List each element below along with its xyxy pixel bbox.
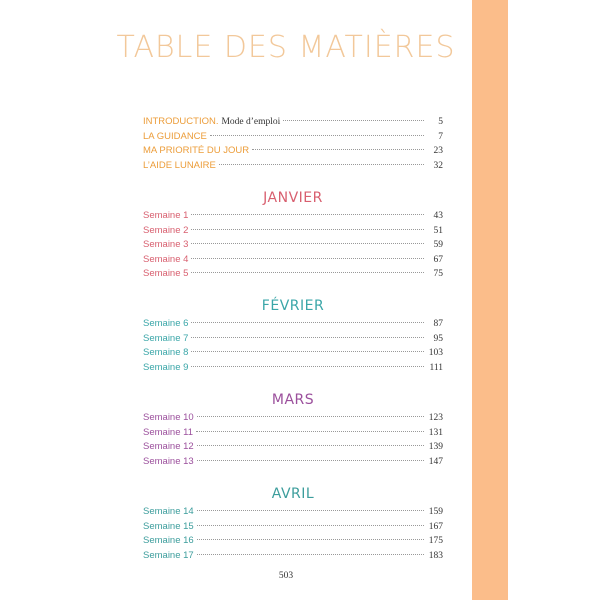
toc-entry[interactable]	[143, 209, 443, 224]
toc-entry-page: 67	[433, 254, 443, 265]
dot-leader	[191, 322, 424, 323]
toc-entry-page: 111	[429, 362, 443, 373]
page-number: 503	[278, 571, 294, 581]
section-fevrier	[143, 295, 443, 375]
intro-list	[143, 115, 443, 173]
toc-entry[interactable]	[143, 361, 443, 376]
section-heading: MARS	[271, 392, 315, 408]
dot-leader	[191, 272, 424, 273]
section-heading: FÉVRIER	[261, 298, 325, 314]
dot-leader	[197, 554, 424, 555]
toc-entry[interactable]	[143, 115, 443, 130]
toc-entry-label: Semaine 13	[143, 455, 194, 467]
toc-entry-page: 123	[428, 413, 443, 423]
toc-entry-page: 87	[433, 319, 443, 329]
section-heading: AVRIL	[271, 486, 315, 502]
toc-entry[interactable]	[143, 440, 443, 455]
toc-entry[interactable]	[143, 267, 443, 282]
dot-leader	[191, 366, 424, 367]
toc-entry-page: 23	[433, 146, 443, 157]
toc-entry-page: 7	[438, 131, 443, 142]
toc-entry-label: Semaine 11	[143, 426, 193, 438]
toc-entry-page: 159	[428, 507, 443, 517]
dot-leader	[196, 431, 424, 432]
toc-entry-label: Semaine 17	[143, 549, 194, 561]
toc-entry-subtitle: Mode d’emploi	[221, 117, 281, 127]
dot-leader	[191, 337, 424, 338]
toc-entry-label: INTRODUCTION.	[143, 116, 219, 127]
toc-entry[interactable]	[143, 534, 443, 549]
dot-leader	[197, 445, 424, 446]
dot-leader	[210, 135, 424, 136]
book-page	[100, 0, 472, 600]
toc-entry[interactable]	[143, 426, 443, 441]
toc-entry-label: Semaine 1	[143, 210, 189, 221]
toc-entry-label: Semaine 2	[143, 224, 189, 236]
toc-entry-label: Semaine 12	[143, 441, 194, 453]
toc-entry-page: 139	[428, 442, 443, 453]
toc-entry-page: 95	[433, 333, 443, 344]
dot-leader	[197, 460, 424, 461]
toc-entry-page: 147	[428, 456, 443, 467]
toc-entry-label: Semaine 9	[143, 361, 189, 373]
dot-leader	[197, 539, 424, 540]
toc-entry-label: Semaine 8	[143, 347, 189, 359]
dot-leader	[197, 416, 424, 417]
toc-entry[interactable]	[143, 505, 443, 520]
toc-entry-page: 43	[433, 211, 443, 221]
toc-entry-label: Semaine 7	[143, 332, 189, 344]
toc-entry[interactable]	[143, 144, 443, 159]
dot-leader	[283, 120, 424, 121]
toc-entry-page: 51	[433, 225, 443, 236]
section-avril	[143, 483, 443, 563]
side-color-band	[472, 0, 508, 600]
toc-entry-page: 167	[428, 521, 443, 532]
section-heading: JANVIER	[263, 190, 323, 206]
toc-entry[interactable]	[143, 520, 443, 535]
dot-leader	[191, 243, 424, 244]
toc-entry[interactable]	[143, 346, 443, 361]
toc-entry-label: Semaine 14	[143, 506, 194, 517]
dot-leader	[219, 164, 424, 165]
toc-entry[interactable]	[143, 332, 443, 347]
toc-entry-page: 59	[433, 240, 443, 251]
toc-entry[interactable]	[143, 159, 443, 174]
toc-entry-page: 131	[428, 427, 443, 438]
toc-entry-label: Semaine 3	[143, 239, 189, 251]
toc-entry-page: 32	[433, 160, 443, 171]
toc-entry[interactable]	[143, 411, 443, 426]
toc-entry-page: 75	[433, 269, 443, 280]
dot-leader	[191, 229, 424, 230]
toc-entry-label: MA PRIORITÉ DU JOUR	[143, 145, 250, 157]
toc-entry-page: 103	[428, 348, 443, 359]
toc-entry-label: Semaine 15	[143, 520, 194, 532]
toc-entry[interactable]	[143, 224, 443, 239]
toc-entry-page: 5	[438, 117, 443, 127]
toc-entry-label: Semaine 4	[143, 253, 189, 265]
toc-entry[interactable]	[143, 317, 443, 332]
toc-entry[interactable]	[143, 253, 443, 268]
toc-entry-label: LA GUIDANCE	[143, 130, 207, 142]
dot-leader	[252, 149, 424, 150]
dot-leader	[191, 214, 424, 215]
section-janvier	[143, 187, 443, 282]
toc-entry-label: Semaine 16	[143, 535, 194, 547]
toc-entry[interactable]	[143, 549, 443, 564]
page-title: TABLE DES MATIÈRES	[116, 30, 456, 65]
toc-entry-page: 183	[428, 550, 443, 561]
section-mars	[143, 389, 443, 469]
toc-entry-label: Semaine 5	[143, 268, 189, 280]
toc-entry[interactable]	[143, 238, 443, 253]
toc-entry[interactable]	[143, 130, 443, 145]
dot-leader	[197, 525, 424, 526]
toc-entry-label: Semaine 10	[143, 412, 194, 423]
toc-entry-label: L’AIDE LUNAIRE	[143, 159, 216, 171]
toc-entry-page: 175	[428, 536, 443, 547]
dot-leader	[191, 351, 424, 352]
dot-leader	[191, 258, 424, 259]
toc-entry[interactable]	[143, 455, 443, 470]
dot-leader	[197, 510, 424, 511]
toc-entry-label: Semaine 6	[143, 318, 189, 329]
